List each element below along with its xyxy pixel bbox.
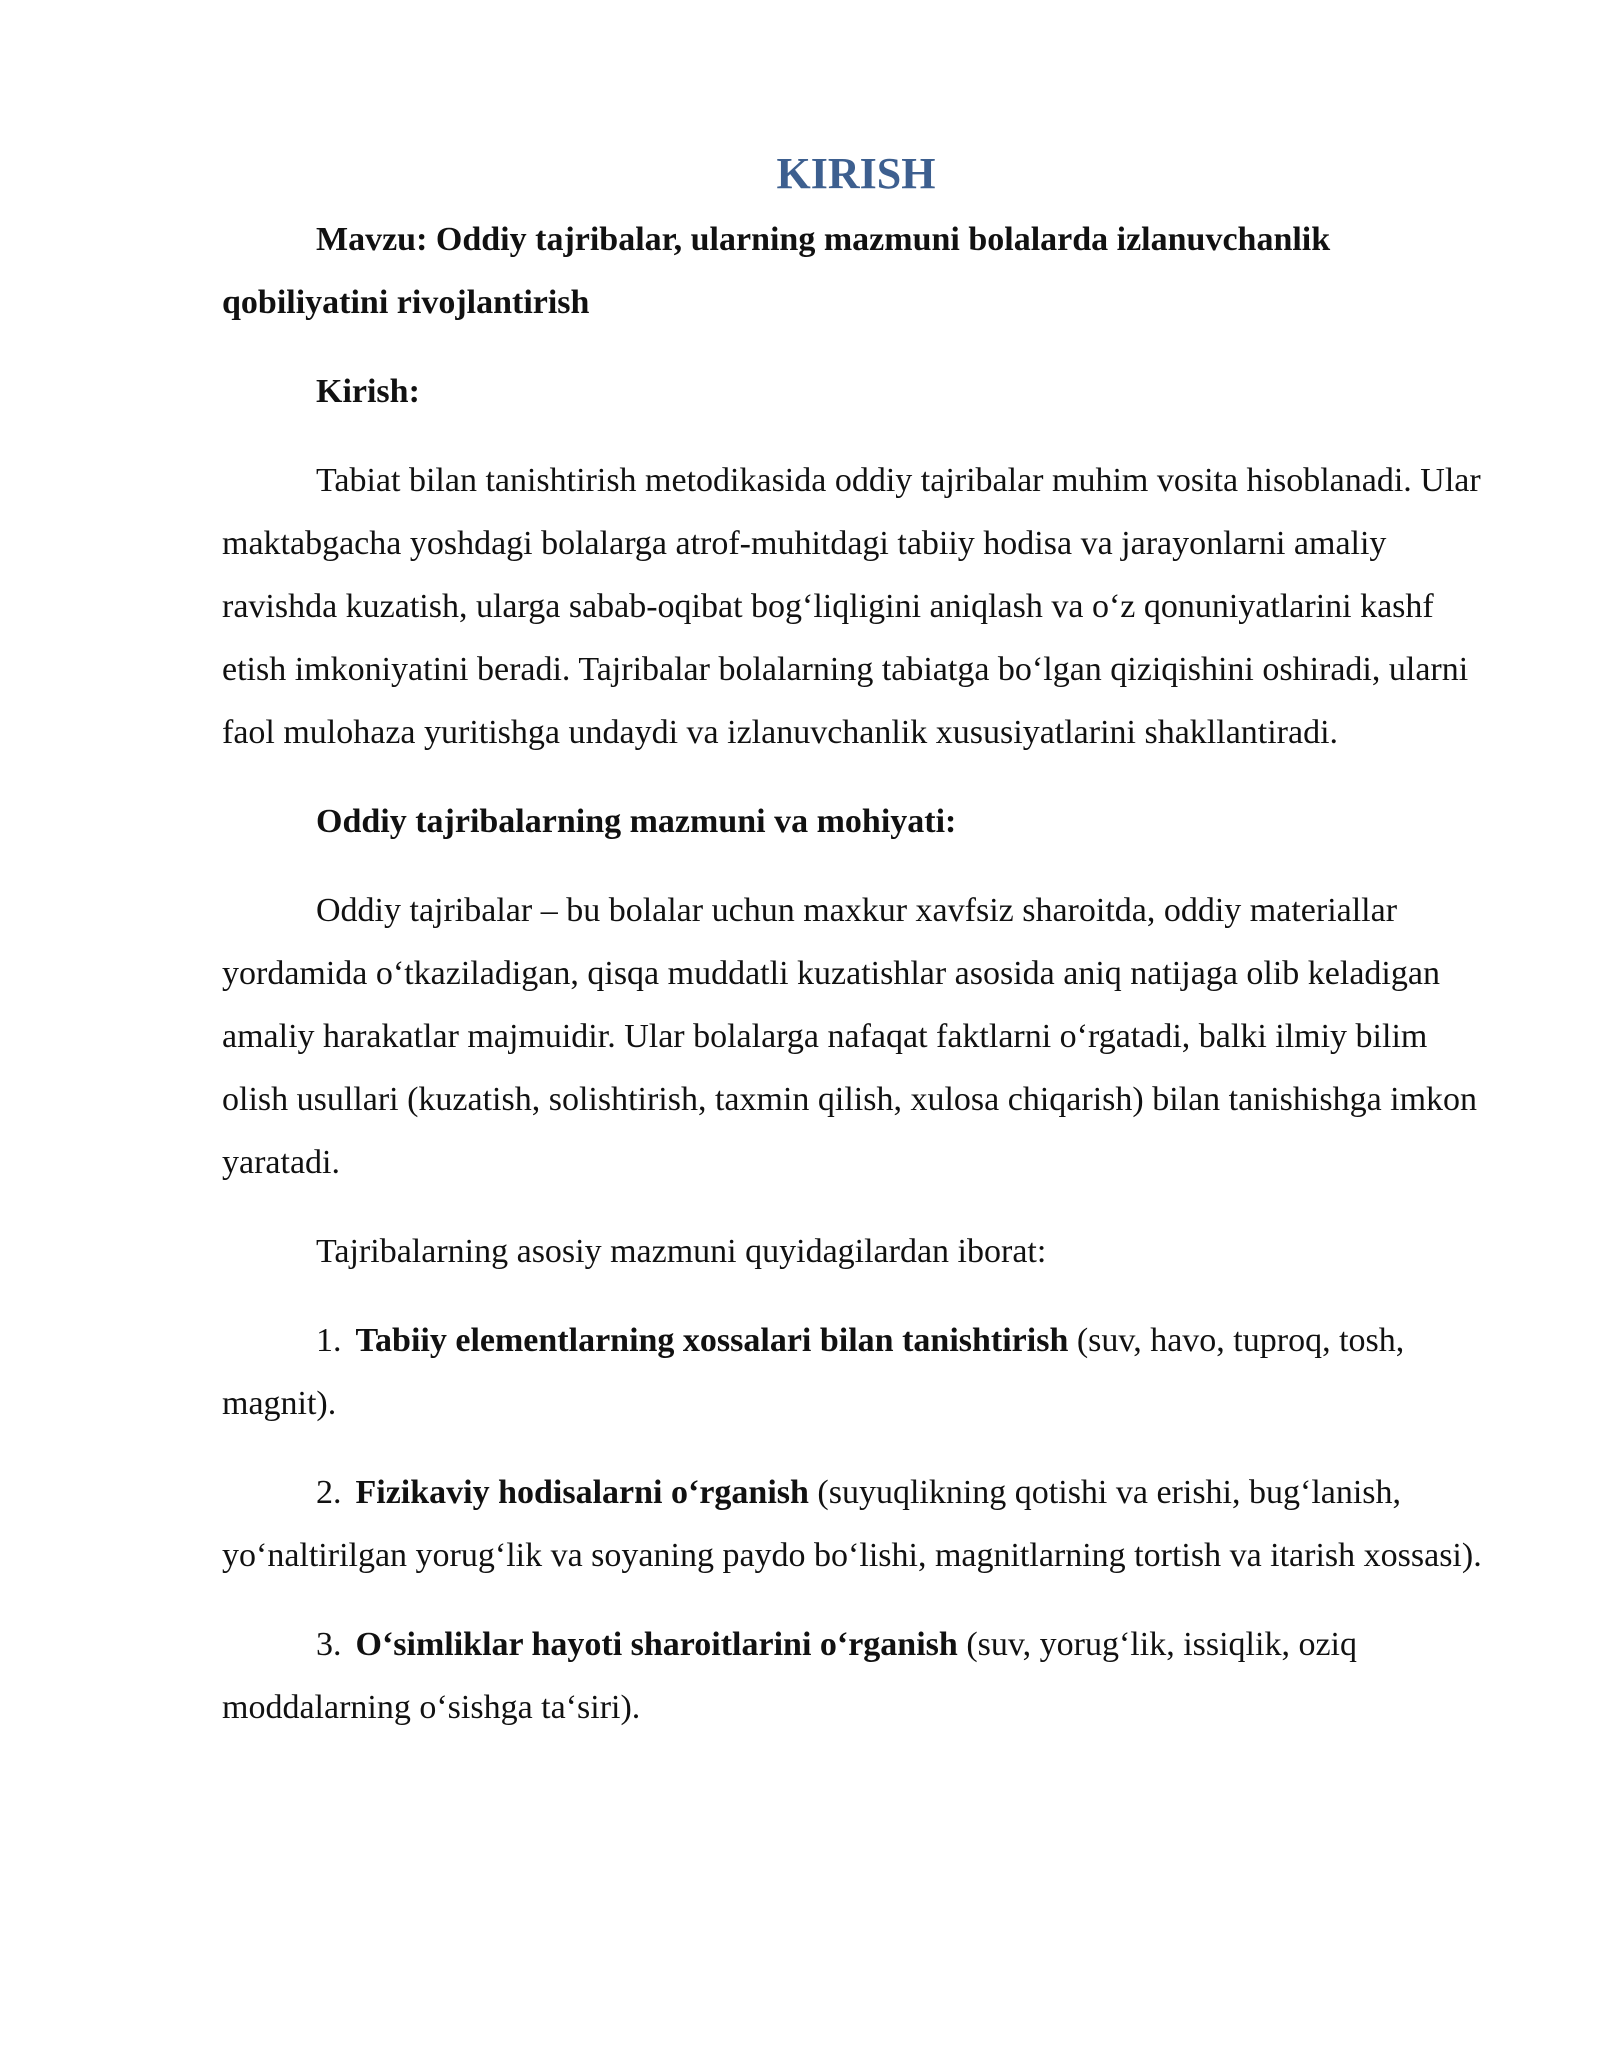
list-item (222, 1309, 1490, 1435)
list-item-number: 2. (316, 1474, 342, 1511)
list-item-text: (suv, havo, tuproq, tosh, magnit). (222, 1322, 1405, 1422)
essence-paragraph: Oddiy tajribalar – bu bolalar uchun maxkur xavfsiz sharoitda, oddiy materiallar yordamida o‘tkaziladigan, qisqa muddatli kuzatishlar asosida aniq natijaga olib keladigan amaliy harakatlar majmuidir. Ular bolalarga nafaqat faktlarni o‘rgatadi, balki ilmiy bilim olish usullari (kuzatish, solishtirish, taxmin qilish, xulosa chiqarish) bilan tanishishga imkon yaratadi. (222, 892, 1478, 1181)
essence-heading: Oddiy tajribalarning mazmuni va mohiyati: (316, 803, 957, 840)
page-title: KIRISH (776, 149, 936, 198)
list-item-text: (suyuqlikning qotishi va erishi, bug‘lanish, yo‘naltirilgan yorug‘lik va soyaning paydo bo‘lishi, magnitlarning tortish va itarish xossasi). (222, 1474, 1482, 1574)
list-item-bold-text: O‘simliklar hayoti sharoitlarini o‘rganish (355, 1626, 958, 1663)
list-item-bold-text: Fizikaviy hodisalarni o‘rganish (355, 1474, 809, 1511)
list-item (222, 1613, 1490, 1739)
intro-paragraph: Tabiat bilan tanishtirish metodikasida oddiy tajribalar muhim vosita hisoblanadi. Ular maktabgacha yoshdagi bolalarga atrof-muhitdagi tabiiy hodisa va jarayonlarni amaliy ravishda kuzatish, ularga sabab-oqibat bog‘liqligini aniqlash va o‘z qonuniyatlarini kashf etish imkoniyatini beradi. Tajribalar bolalarning tabiatga bo‘lgan qiziqishini oshiradi, ularni faol mulohaza yuritishga undaydi va izlanuvchanlik xususiyatlarini shakllantiradi. (222, 462, 1481, 751)
list-item (222, 1461, 1490, 1587)
list-item-number: 1. (316, 1322, 342, 1359)
list-intro: Tajribalarning asosiy mazmuni quyidagilardan iborat: (316, 1233, 1047, 1270)
intro-heading: Kirish: (316, 373, 420, 410)
document-page (222, 140, 1490, 1739)
list-item-bold-text: Tabiiy elementlarning xossalari bilan tanishtirish (355, 1322, 1069, 1359)
list-item-number: 3. (316, 1626, 342, 1663)
subject-heading: Mavzu: Oddiy tajribalar, ularning mazmuni bolalarda izlanuvchanlik qobiliyatini rivojlantirish (222, 221, 1331, 321)
list-item-text: (suv, yorug‘lik, issiqlik, oziq moddalarning o‘sishga ta‘siri). (222, 1626, 1357, 1726)
